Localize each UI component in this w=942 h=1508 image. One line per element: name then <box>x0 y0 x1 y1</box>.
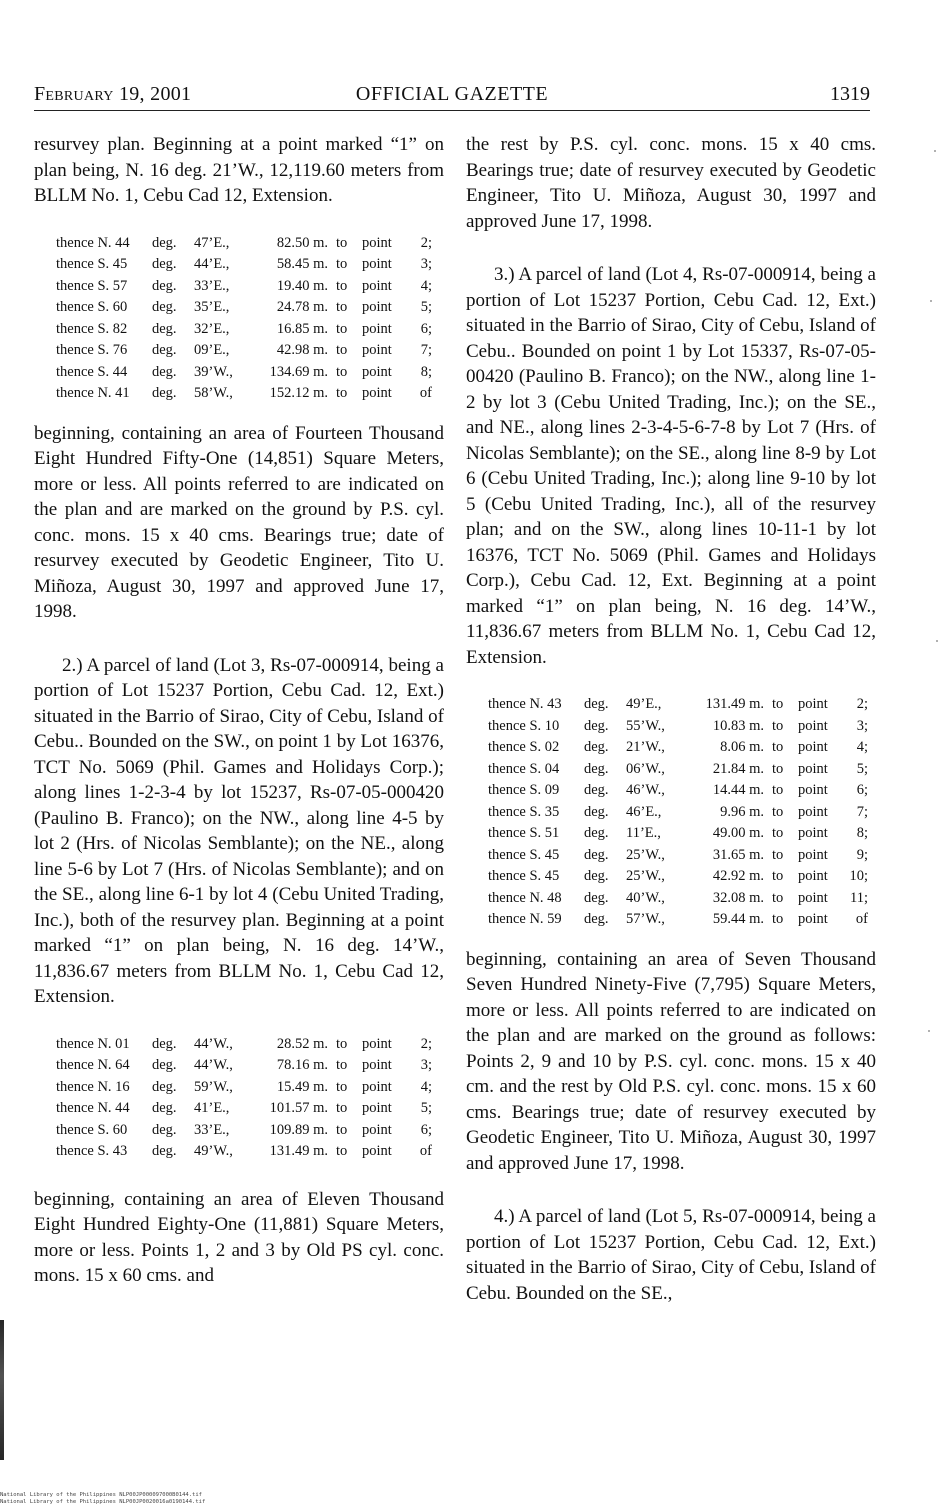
survey-row <box>56 340 444 362</box>
to-label: to <box>336 234 348 251</box>
to-label: to <box>336 385 348 401</box>
distance: 32.08 m. <box>712 889 764 906</box>
to-label: to <box>772 868 784 884</box>
survey-table-lot-4 <box>466 694 876 931</box>
survey-table-lot-3 <box>34 1034 444 1163</box>
distance: 15.49 m. <box>276 1078 328 1095</box>
point-ref: 4; <box>856 739 868 755</box>
distance: 19.40 m. <box>276 277 328 294</box>
survey-row <box>56 276 444 298</box>
to-label: to <box>336 1143 348 1159</box>
survey-row <box>56 1120 444 1142</box>
bearing-minutes: 47’E., <box>194 234 230 251</box>
distance: 82.50 m. <box>276 234 328 251</box>
distance: 152.12 m. <box>269 385 328 401</box>
point-label: point <box>362 363 392 380</box>
survey-row <box>56 1055 444 1077</box>
survey-row <box>488 845 876 867</box>
distance: 131.49 m. <box>269 1143 328 1159</box>
to-label: to <box>772 825 784 841</box>
distance: 31.65 m. <box>712 846 764 863</box>
distance: 14.44 m. <box>712 782 764 798</box>
bearing-minutes: 46’E., <box>626 803 662 820</box>
point-label: point <box>362 234 392 251</box>
bearing-direction: thence S. 82 <box>56 320 128 337</box>
to-label: to <box>336 1121 348 1138</box>
point-label: point <box>362 320 392 337</box>
deg-label: deg. <box>152 320 177 337</box>
point-ref: 7; <box>420 342 432 358</box>
point-ref: of <box>419 385 432 401</box>
deg-label: deg. <box>584 911 609 927</box>
point-label: point <box>362 1143 392 1159</box>
survey-row <box>488 823 876 845</box>
lot-4-area-paragraph: beginning, containing an area of Seven Thousand Seven Hundred Ninety-Five (7,795) Square Meters, more or less. All points referred to are indicated on the plan and are marked on the ground as follows: Points 2, 9 and 10 by P.S. cyl. conc. mons. 15 x 40 cm. and the rest by Old P.S. cyl. conc. mons. 15 x 60 cms. Bearings true; date of resurvey executed by Geodetic Engineer, Tito U. Miñoza, August 30, 1997 and approved June 17, 1998. <box>466 948 876 1174</box>
survey-row <box>56 1141 444 1163</box>
point-label: point <box>362 1100 392 1116</box>
bearing-minutes: 06’W., <box>626 760 665 777</box>
bearing-direction: thence N. 01 <box>56 1035 130 1052</box>
point-ref: 3; <box>420 1057 432 1073</box>
bearing-direction: thence S. 35 <box>488 803 560 820</box>
lot-5-description: 4.) A parcel of land (Lot 5, Rs-07-000914, being a portion of Lot 15237 Portion, Cebu Cad. 12, Ext.) situated in the Barrio of Sirao, City of Cebu, Island of Cebu. Bounded on the SE., <box>466 1206 876 1304</box>
scan-speck <box>928 1030 930 1032</box>
distance: 49.00 m. <box>712 825 764 841</box>
distance: 42.92 m. <box>712 868 764 884</box>
point-ref: 3; <box>420 256 432 272</box>
point-ref: 3; <box>856 717 868 734</box>
point-label: point <box>362 342 392 358</box>
deg-label: deg. <box>152 1078 177 1095</box>
to-label: to <box>772 846 784 863</box>
bearing-minutes: 59’W., <box>194 1078 233 1095</box>
bearing-direction: thence N. 44 <box>56 234 130 251</box>
footer-line: National Library of the Philippines NLP00JP000097000B0144.tif <box>0 1492 202 1498</box>
survey-row <box>56 254 444 276</box>
distance: 101.57 m. <box>269 1100 328 1116</box>
to-label: to <box>772 803 784 820</box>
point-label: point <box>798 782 828 798</box>
scan-speck <box>930 300 932 302</box>
distance: 109.89 m. <box>269 1121 328 1138</box>
survey-row <box>56 297 444 319</box>
bearing-minutes: 39’W., <box>194 363 233 380</box>
to-label: to <box>772 739 784 755</box>
distance: 28.52 m. <box>276 1035 328 1052</box>
bearing-direction: thence S. 44 <box>56 363 128 380</box>
deg-label: deg. <box>584 846 609 863</box>
deg-label: deg. <box>584 717 609 734</box>
bearing-direction: thence N. 44 <box>56 1100 130 1116</box>
bearing-minutes: 55’W., <box>626 717 665 734</box>
point-label: point <box>798 803 828 820</box>
survey-row <box>488 802 876 824</box>
bearing-direction: thence N. 48 <box>488 889 562 906</box>
point-ref: 8; <box>856 825 868 841</box>
point-ref: 4; <box>420 1078 432 1095</box>
bearing-direction: thence N. 64 <box>56 1057 130 1073</box>
point-label: point <box>798 868 828 884</box>
point-ref: of <box>855 911 868 927</box>
bearing-minutes: 41’E., <box>194 1100 230 1116</box>
deg-label: deg. <box>584 782 609 798</box>
deg-label: deg. <box>152 1035 177 1052</box>
deg-label: deg. <box>152 1143 177 1159</box>
survey-row <box>488 694 876 716</box>
point-label: point <box>362 385 392 401</box>
to-label: to <box>772 760 784 777</box>
bearing-minutes: 58’W., <box>194 385 233 401</box>
bearing-minutes: 49’W., <box>194 1143 233 1159</box>
point-ref: 11; <box>850 889 868 906</box>
bearing-minutes: 49’E., <box>626 696 662 712</box>
bearing-minutes: 33’E., <box>194 277 230 294</box>
to-label: to <box>772 717 784 734</box>
deg-label: deg. <box>152 1121 177 1138</box>
point-label: point <box>798 760 828 777</box>
survey-row <box>488 780 876 802</box>
bearing-direction: thence S. 02 <box>488 739 560 755</box>
survey-row <box>56 1034 444 1056</box>
bearing-direction: thence S. 45 <box>56 256 128 272</box>
deg-label: deg. <box>584 868 609 884</box>
to-label: to <box>336 363 348 380</box>
bearing-direction: thence N. 43 <box>488 696 562 712</box>
distance: 42.98 m. <box>276 342 328 358</box>
point-ref: 4; <box>420 277 432 294</box>
distance: 10.83 m. <box>712 717 764 734</box>
point-ref: of <box>419 1143 432 1159</box>
bearing-direction: thence N. 16 <box>56 1078 130 1095</box>
deg-label: deg. <box>152 299 177 315</box>
deg-label: deg. <box>584 889 609 906</box>
point-label: point <box>798 846 828 863</box>
deg-label: deg. <box>152 277 177 294</box>
point-label: point <box>362 1035 392 1052</box>
to-label: to <box>772 911 784 927</box>
bearing-minutes: 25’W., <box>626 846 665 863</box>
header-rule <box>34 110 870 111</box>
deg-label: deg. <box>152 342 177 358</box>
deg-label: deg. <box>584 696 609 712</box>
point-label: point <box>798 696 828 712</box>
to-label: to <box>336 1100 348 1116</box>
point-ref: 5; <box>856 760 868 777</box>
point-ref: 6; <box>420 320 432 337</box>
survey-row <box>56 383 444 405</box>
to-label: to <box>336 277 348 294</box>
distance: 58.45 m. <box>276 256 328 272</box>
survey-row <box>488 759 876 781</box>
survey-row <box>488 909 876 931</box>
point-label: point <box>362 1057 392 1073</box>
distance: 21.84 m. <box>712 760 764 777</box>
bearing-minutes: 35’E., <box>194 299 230 315</box>
point-label: point <box>798 717 828 734</box>
bearing-minutes: 40’W., <box>626 889 665 906</box>
point-ref: 9; <box>856 846 868 863</box>
bearing-minutes: 57’W., <box>626 911 665 927</box>
to-label: to <box>336 299 348 315</box>
point-ref: 5; <box>420 1100 432 1116</box>
lot-3-area-paragraph: beginning, containing an area of Eleven Thousand Eight Hundred Eighty-One (11,881) Square Meters, more or less. Points 1, 2 and 3 by Old PS cyl. conc. mons. 15 x 60 cms. and <box>34 1188 444 1286</box>
bearing-direction: thence N. 41 <box>56 385 130 401</box>
to-label: to <box>336 320 348 337</box>
point-label: point <box>362 1121 392 1138</box>
point-label: point <box>798 889 828 906</box>
bearing-minutes: 44’W., <box>194 1057 233 1073</box>
point-label: point <box>362 256 392 272</box>
survey-row <box>488 716 876 738</box>
deg-label: deg. <box>584 825 609 841</box>
bearing-minutes: 44’E., <box>194 256 230 272</box>
distance: 134.69 m. <box>269 363 328 380</box>
to-label: to <box>336 1078 348 1095</box>
to-label: to <box>772 782 784 798</box>
scan-footer <box>0 1492 205 1506</box>
distance: 8.06 m. <box>720 739 764 755</box>
page-header <box>34 80 870 108</box>
deg-label: deg. <box>152 1057 177 1073</box>
deg-label: deg. <box>584 803 609 820</box>
point-ref: 6; <box>856 782 868 798</box>
distance: 16.85 m. <box>276 320 328 337</box>
intro-paragraph: resurvey plan. Beginning at a point marked “1” on plan being, N. 16 deg. 21’W., 12,119.60 meters from BLLM No. 1, Cebu Cad 12, Extension. <box>34 134 444 206</box>
to-label: to <box>336 1057 348 1073</box>
lot-2-area-paragraph: beginning, containing an area of Fourteen Thousand Eight Hundred Fifty-One (14,851) Square Meters, more or less. All points referred to are indicated on the plan and are marked on the ground by P.S. cyl. conc. mons. 15 x 40 cms. Bearings true; date of resurvey executed by Geodetic Engineer, Tito U. Miñoza, August 30, 1997 and approved June 17, 1998. <box>34 422 444 622</box>
scan-edge-shadow <box>0 1320 4 1460</box>
survey-row <box>56 319 444 341</box>
bearing-direction: thence S. 51 <box>488 825 560 841</box>
point-label: point <box>798 739 828 755</box>
survey-row <box>56 233 444 255</box>
to-label: to <box>336 342 348 358</box>
bearing-minutes: 09’E., <box>194 342 230 358</box>
deg-label: deg. <box>152 385 177 401</box>
to-label: to <box>336 1035 348 1052</box>
bearing-direction: thence S. 45 <box>488 868 560 884</box>
bearing-minutes: 32’E., <box>194 320 230 337</box>
point-ref: 6; <box>420 1121 432 1138</box>
bearing-minutes: 33’E., <box>194 1121 230 1138</box>
survey-row <box>56 1098 444 1120</box>
point-ref: 10; <box>849 868 868 884</box>
bearing-minutes: 25’W., <box>626 868 665 884</box>
bearing-direction: thence S. 57 <box>56 277 128 294</box>
continued-paragraph: the rest by P.S. cyl. conc. mons. 15 x 40 cms. Bearings true; date of resurvey executed by Geodetic Engineer, Tito U. Miñoza, August 30, 1997 and approved June 17, 1998. <box>466 134 876 232</box>
point-ref: 2; <box>420 234 432 251</box>
point-ref: 5; <box>420 299 432 315</box>
survey-row <box>488 737 876 759</box>
bearing-minutes: 21’W., <box>626 739 665 755</box>
page-number: 1319 <box>830 83 870 105</box>
bearing-minutes: 44’W., <box>194 1035 233 1052</box>
point-label: point <box>362 277 392 294</box>
publication-title: OFFICIAL GAZETTE <box>355 83 549 105</box>
to-label: to <box>336 256 348 272</box>
point-ref: 2; <box>856 696 868 712</box>
issue-date: February 19, 2001 <box>34 83 192 105</box>
bearing-direction: thence S. 60 <box>56 1121 128 1138</box>
deg-label: deg. <box>584 739 609 755</box>
distance: 9.96 m. <box>720 803 764 820</box>
survey-row <box>488 866 876 888</box>
bearing-direction: thence S. 60 <box>56 299 128 315</box>
bearing-direction: thence S. 09 <box>488 782 560 798</box>
survey-row <box>56 362 444 384</box>
survey-table-lot-2 <box>34 233 444 405</box>
to-label: to <box>772 696 784 712</box>
distance: 59.44 m. <box>712 911 764 927</box>
right-column <box>466 132 876 1306</box>
scan-speck <box>936 640 938 642</box>
point-label: point <box>362 1078 392 1095</box>
bearing-direction: thence N. 59 <box>488 911 562 927</box>
bearing-minutes: 11’E., <box>626 825 661 841</box>
point-ref: 8; <box>420 363 432 380</box>
bearing-minutes: 46’W., <box>626 782 665 798</box>
bearing-direction: thence S. 10 <box>488 717 560 734</box>
footer-line: National Library of the Philippines NLP00JP0020016a0190144.tif <box>0 1499 206 1505</box>
point-label: point <box>798 911 828 927</box>
point-label: point <box>362 299 392 315</box>
lot-4-description: 3.) A parcel of land (Lot 4, Rs-07-000914, being a portion of Lot 15237 Portion, Cebu Cad. 12, Ext.) situated in the Barrio of Sirao, City of Cebu, Island of Cebu.. Bounded on point 1 by Lot 15337, Rs-07-05-00420 (Paulino B. Franco); on the NW., along line 1-2 by lot 3 (Cebu United Trading, Inc.); on the SE., and NE., along lines 2-3-4-5-6-7-8 by Lot 7 (Hrs. of Nicolas Semblante); on the SE., along line 8-9 by Lot 6 (Cebu United Trading, Inc.); along line 9-10 by lot 5 (Cebu United Trading, Inc.), all of the resurvey plan; and on the SW., along lines 10-11-1 by lot 16376, TCT No. 5069 (Phil. Games and Holidays Corp.), Cebu Cad. 12, Ext. Beginning at a point marked “1” on plan being, N. 16 deg. 14’W., 11,836.67 meters from BLLM No. 1, Cebu Cad 12, Extension. <box>466 264 876 668</box>
deg-label: deg. <box>584 760 609 777</box>
point-label: point <box>798 825 828 841</box>
deg-label: deg. <box>152 363 177 380</box>
distance: 78.16 m. <box>276 1057 328 1073</box>
lot-3-description: 2.) A parcel of land (Lot 3, Rs-07-000914, being a portion of Lot 15237 Portion, Cebu Cad. 12, Ext.) situated in the Barrio of Sirao, City of Cebu, Island of Cebu.. Bounded on the SW., on point 1 by Lot 16376, TCT No. 5069 (Phil. Games and Holidays Corp.); along lines 1-2-3-4 by lot 15237, Rs-07-05-000420 (Paulino B. Franco); on the NW., along line 4-5 by lot 2 (Hrs. of Nicolas Semblante); on the NE., along line 5-6 by Lot 7 (Hrs. of Nicolas Semblante); and on the SE., along line 6-1 by lot 4 (Cebu United Trading, Inc.), both of the resurvey plan. Beginning at a point marked “1” on plan being, N. 16 deg. 14’W., 11,836.67 meters from BLLM No. 1, Cebu Cad 12, Extension. <box>34 654 444 1007</box>
bearing-direction: thence S. 43 <box>56 1143 128 1159</box>
survey-row <box>56 1077 444 1099</box>
scan-speck <box>934 150 936 152</box>
deg-label: deg. <box>152 1100 177 1116</box>
distance: 24.78 m. <box>276 299 328 315</box>
bearing-direction: thence S. 04 <box>488 760 560 777</box>
point-ref: 7; <box>856 803 868 820</box>
deg-label: deg. <box>152 256 177 272</box>
point-ref: 2; <box>420 1035 432 1052</box>
deg-label: deg. <box>152 234 177 251</box>
to-label: to <box>772 889 784 906</box>
bearing-direction: thence S. 45 <box>488 846 560 863</box>
survey-row <box>488 888 876 910</box>
distance: 131.49 m. <box>705 696 764 712</box>
bearing-direction: thence S. 76 <box>56 342 128 358</box>
left-column <box>34 132 444 1289</box>
